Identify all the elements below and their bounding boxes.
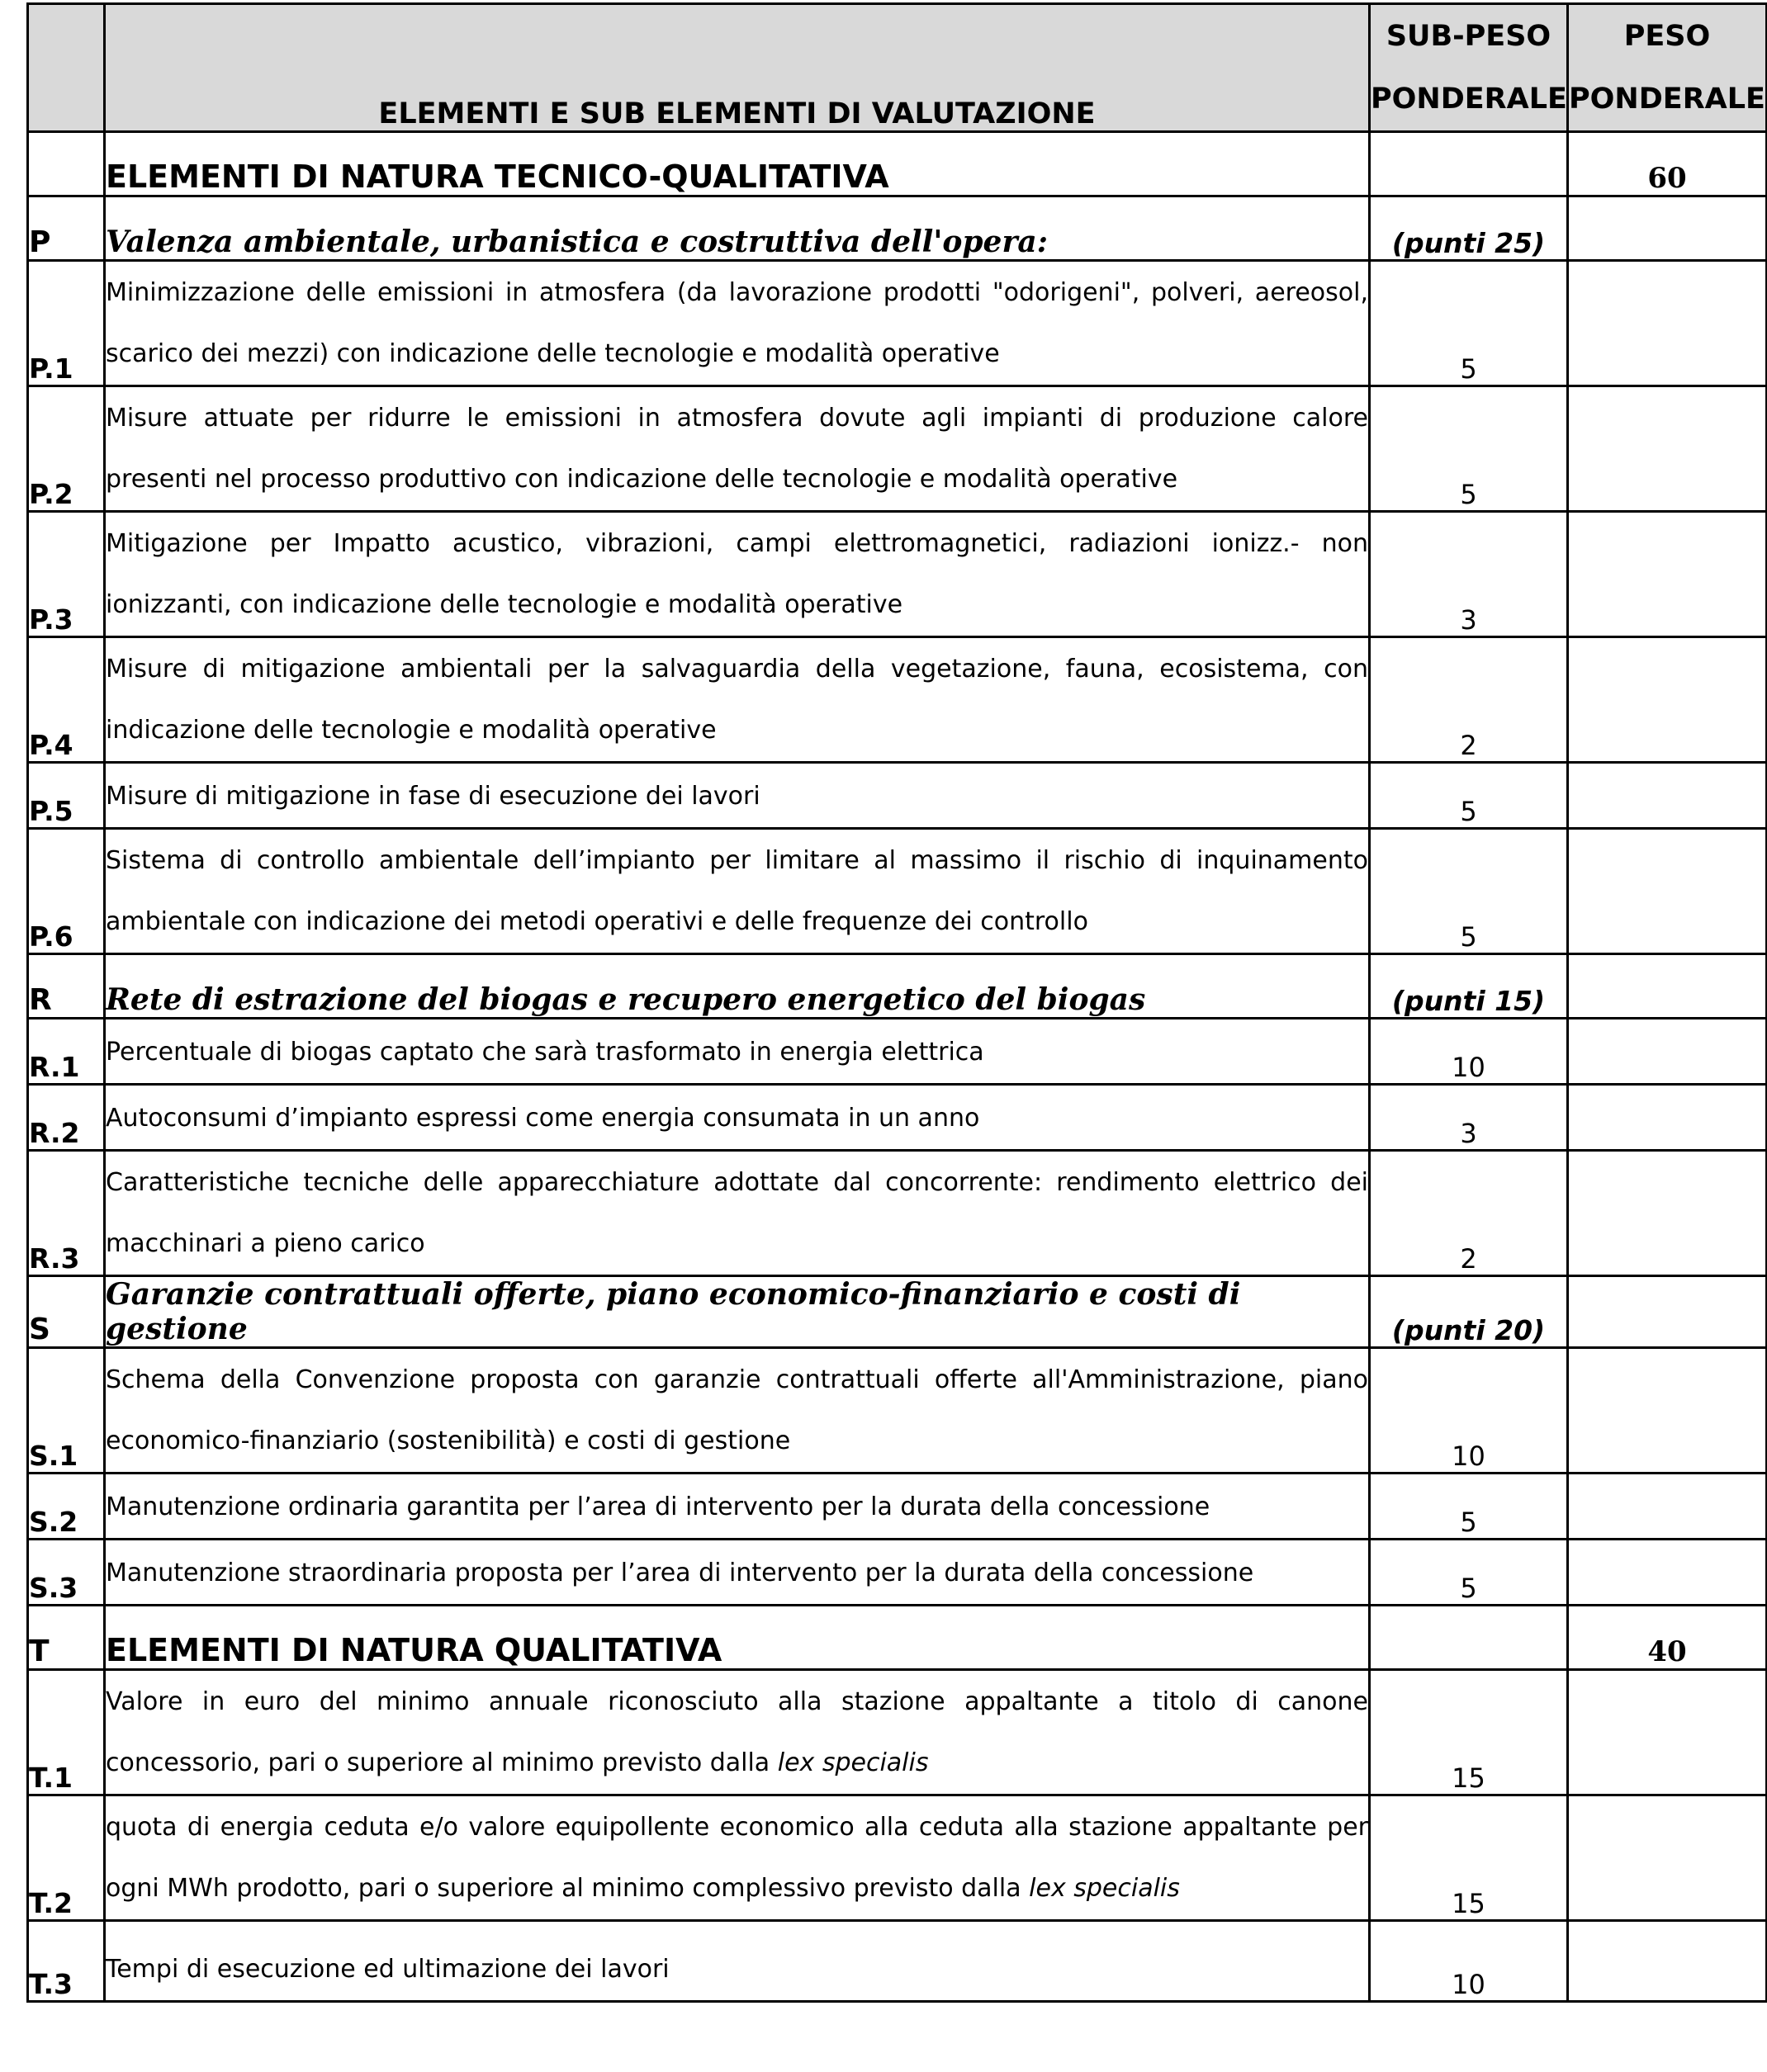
item-description-text: quota di energia ceduta e/o valore equipollente economico alla ceduta alla stazione appaltante per ogni MWh prodotto, pari o superiore al minimo complessivo previsto dalla — [106, 1813, 1368, 1903]
item-code: R.1 — [28, 1019, 105, 1085]
item-sub-peso: 10 — [1370, 1921, 1568, 2002]
item-description: Misure di mitigazione ambientali per la salvaguardia della vegetazione, fauna, ecosistema, con indicazione delle tecnologie e modalità operative — [105, 637, 1370, 763]
item-description: Misure attuate per ridurre le emissioni in atmosfera dovute agli impianti di produzione calore presenti nel processo produttivo con indicazione delle tecnologie e modalità operative — [105, 386, 1370, 512]
table-row — [28, 1795, 1767, 1921]
item-peso — [1568, 1921, 1767, 2002]
item-peso — [1568, 512, 1767, 637]
item-peso — [1568, 1474, 1767, 1540]
item-code: R.3 — [28, 1151, 105, 1276]
item-code: P.1 — [28, 261, 105, 386]
item-code: P.2 — [28, 386, 105, 512]
item-description: Manutenzione straordinaria proposta per l’area di intervento per la durata della concessione — [105, 1540, 1370, 1606]
header-sub-peso — [1370, 4, 1568, 132]
header-description: ELEMENTI E SUB ELEMENTI DI VALUTAZIONE — [105, 4, 1370, 132]
header-peso — [1568, 4, 1767, 132]
item-sub-peso: 2 — [1370, 637, 1568, 763]
item-peso — [1568, 261, 1767, 386]
group-points: (punti 20) — [1370, 1276, 1568, 1348]
evaluation-table — [26, 2, 1767, 2003]
group-peso: 40 — [1568, 1606, 1767, 1670]
group-row-p — [28, 196, 1767, 261]
item-sub-peso: 10 — [1370, 1019, 1568, 1085]
group-points: (punti 15) — [1370, 954, 1568, 1019]
item-description: Percentuale di biogas captato che sarà trasformato in energia elettrica — [105, 1019, 1370, 1085]
header-peso-line1: PESO — [1623, 20, 1711, 53]
table-row — [28, 1540, 1767, 1606]
table-row — [28, 1921, 1767, 2002]
item-code: T.1 — [28, 1670, 105, 1795]
table-row — [28, 1474, 1767, 1540]
item-sub-peso: 10 — [1370, 1348, 1568, 1474]
header-code-cell — [28, 4, 105, 132]
group-row-s — [28, 1276, 1767, 1348]
item-code: P.6 — [28, 829, 105, 954]
item-sub-peso: 5 — [1370, 261, 1568, 386]
group-points — [1370, 1606, 1568, 1670]
section-sub-peso — [1370, 132, 1568, 196]
group-title: Valenza ambientale, urbanistica e costruttiva dell'opera: — [105, 196, 1370, 261]
item-code: T.3 — [28, 1921, 105, 2002]
item-description-italic: lex specialis — [1029, 1874, 1180, 1903]
table-row — [28, 386, 1767, 512]
section-peso: 60 — [1568, 132, 1767, 196]
section-code — [28, 132, 105, 196]
item-description-text: Valore in euro del minimo annuale riconosciuto alla stazione appaltante a titolo di canone concessorio, pari o superiore al minimo previsto dalla — [106, 1687, 1368, 1777]
group-title: ELEMENTI DI NATURA QUALITATIVA — [105, 1606, 1370, 1670]
item-peso — [1568, 1348, 1767, 1474]
item-sub-peso: 5 — [1370, 763, 1568, 829]
table-row — [28, 512, 1767, 637]
item-sub-peso: 3 — [1370, 512, 1568, 637]
table-row — [28, 763, 1767, 829]
item-sub-peso: 15 — [1370, 1670, 1568, 1795]
item-peso — [1568, 637, 1767, 763]
item-description: Sistema di controllo ambientale dell’impianto per limitare al massimo il rischio di inquinamento ambientale con indicazione dei metodi operativi e delle frequenze dei controllo — [105, 829, 1370, 954]
group-code: S — [28, 1276, 105, 1348]
item-code: P.4 — [28, 637, 105, 763]
group-points: (punti 25) — [1370, 196, 1568, 261]
item-code: P.5 — [28, 763, 105, 829]
group-row-r — [28, 954, 1767, 1019]
item-code: P.3 — [28, 512, 105, 637]
item-peso — [1568, 763, 1767, 829]
table-row — [28, 261, 1767, 386]
item-peso — [1568, 1085, 1767, 1151]
item-peso — [1568, 829, 1767, 954]
table-row — [28, 1019, 1767, 1085]
item-sub-peso: 3 — [1370, 1085, 1568, 1151]
item-code: S.1 — [28, 1348, 105, 1474]
item-sub-peso: 15 — [1370, 1795, 1568, 1921]
item-description: Caratteristiche tecniche delle apparecchiature adottate dal concorrente: rendimento elettrico dei macchinari a pieno carico — [105, 1151, 1370, 1276]
table-row — [28, 1085, 1767, 1151]
item-sub-peso: 5 — [1370, 1474, 1568, 1540]
item-code: R.2 — [28, 1085, 105, 1151]
group-peso — [1568, 954, 1767, 1019]
group-title: Rete di estrazione del biogas e recupero energetico del biogas — [105, 954, 1370, 1019]
header-sub-peso-line2: PONDERALE — [1371, 83, 1567, 116]
item-description: Minimizzazione delle emissioni in atmosfera (da lavorazione prodotti "odorigeni", polveri, aereosol, scarico dei mezzi) con indicazione delle tecnologie e modalità operative — [105, 261, 1370, 386]
item-sub-peso: 5 — [1370, 829, 1568, 954]
item-peso — [1568, 1795, 1767, 1921]
item-description-italic: lex specialis — [777, 1748, 929, 1777]
item-sub-peso: 5 — [1370, 1540, 1568, 1606]
item-sub-peso: 5 — [1370, 386, 1568, 512]
table-row — [28, 1348, 1767, 1474]
group-code: T — [28, 1606, 105, 1670]
table-row — [28, 1670, 1767, 1795]
table-row — [28, 829, 1767, 954]
group-code: P — [28, 196, 105, 261]
item-description: Autoconsumi d’impianto espressi come energia consumata in un anno — [105, 1085, 1370, 1151]
item-peso — [1568, 386, 1767, 512]
group-peso — [1568, 196, 1767, 261]
group-title: Garanzie contrattuali offerte, piano economico-finanziario e costi di gestione — [105, 1276, 1370, 1348]
table-row — [28, 1151, 1767, 1276]
item-description: Mitigazione per Impatto acustico, vibrazioni, campi elettromagnetici, radiazioni ionizz.- non ionizzanti, con indicazione delle tecnologie e modalità operative — [105, 512, 1370, 637]
item-description — [105, 1795, 1370, 1921]
group-peso — [1568, 1276, 1767, 1348]
item-description: Manutenzione ordinaria garantita per l’area di intervento per la durata della concessione — [105, 1474, 1370, 1540]
group-row-t — [28, 1606, 1767, 1670]
section-row-tecnico — [28, 132, 1767, 196]
item-peso — [1568, 1151, 1767, 1276]
item-code: S.2 — [28, 1474, 105, 1540]
item-code: S.3 — [28, 1540, 105, 1606]
header-row — [28, 4, 1767, 132]
item-description: Schema della Convenzione proposta con garanzie contrattuali offerte all'Amministrazione, piano economico-finanziario (sostenibilità) e costi di gestione — [105, 1348, 1370, 1474]
section-title: ELEMENTI DI NATURA TECNICO-QUALITATIVA — [105, 132, 1370, 196]
item-code: T.2 — [28, 1795, 105, 1921]
group-code: R — [28, 954, 105, 1019]
item-description: Misure di mitigazione in fase di esecuzione dei lavori — [105, 763, 1370, 829]
header-sub-peso-line1: SUB-PESO — [1386, 20, 1551, 53]
item-peso — [1568, 1019, 1767, 1085]
item-peso — [1568, 1540, 1767, 1606]
item-description: Tempi di esecuzione ed ultimazione dei lavori — [105, 1921, 1370, 2002]
table-row — [28, 637, 1767, 763]
item-description — [105, 1670, 1370, 1795]
header-peso-line2: PONDERALE — [1569, 83, 1765, 116]
item-sub-peso: 2 — [1370, 1151, 1568, 1276]
item-peso — [1568, 1670, 1767, 1795]
